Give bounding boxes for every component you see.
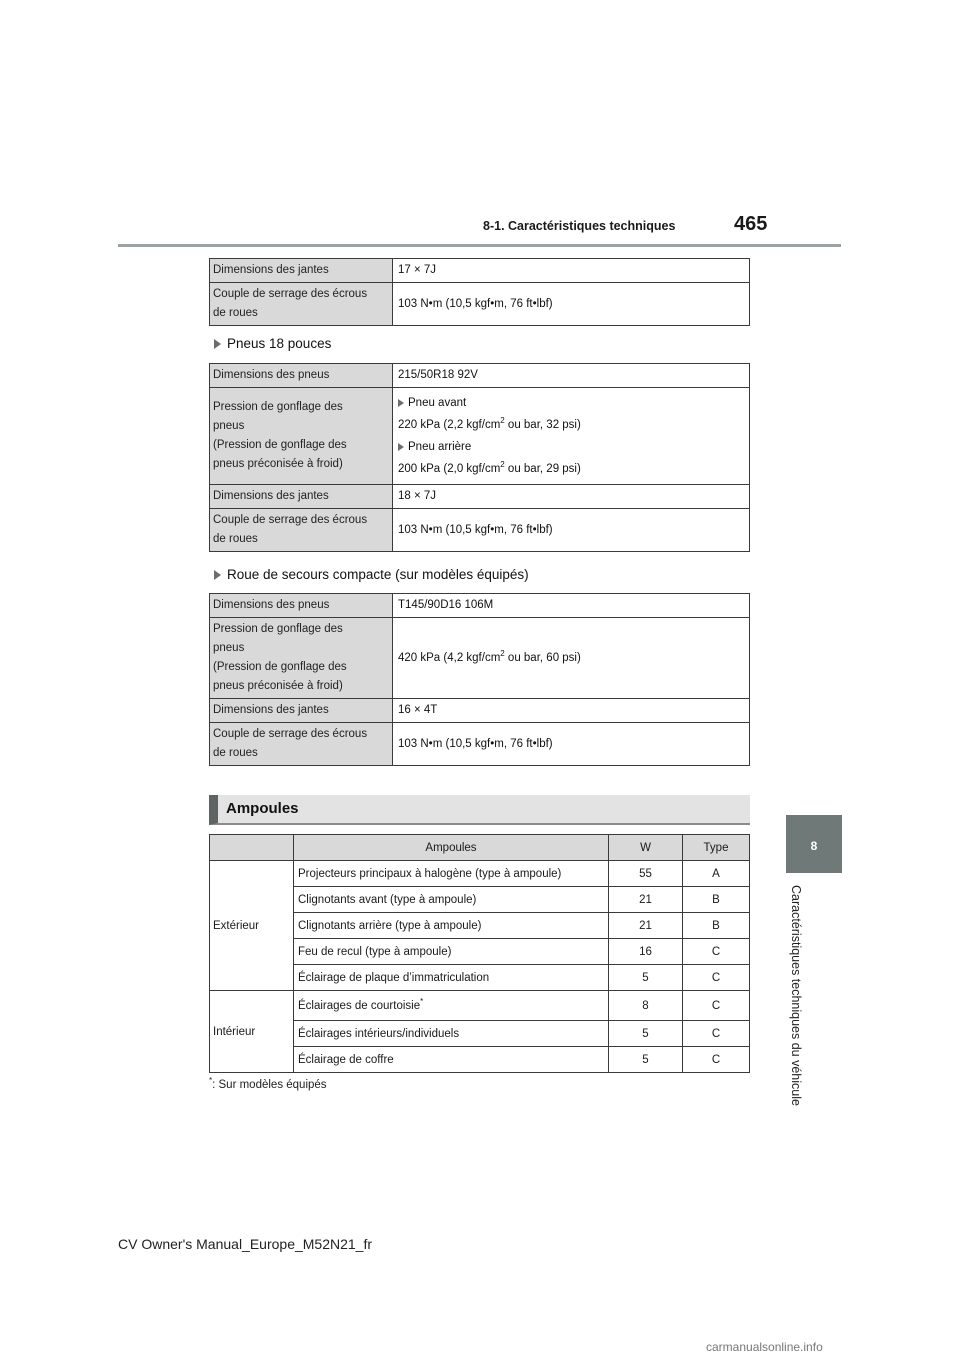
tires-18-table — [209, 363, 750, 552]
bulb-name: Éclairage de coffre — [294, 1047, 609, 1073]
rim-spec-table-17 — [209, 258, 750, 326]
spec-label: Dimensions des pneus — [210, 364, 393, 388]
spec-label: Dimensions des jantes — [210, 699, 393, 723]
bulb-wattage: 21 — [609, 913, 683, 939]
spec-value: T145/90D16 106M — [393, 594, 750, 618]
pressure-text: ou bar, 60 psi) — [504, 651, 581, 664]
section-heading: Ampoules — [226, 800, 299, 817]
chapter-tab[interactable] — [786, 815, 842, 873]
spec-label — [210, 509, 393, 552]
table-header-row — [210, 835, 750, 861]
heading-text: Pneus 18 pouces — [227, 336, 332, 351]
page-number: 465 — [734, 213, 768, 235]
bulb-type: B — [683, 887, 750, 913]
section-title: 8-1. Caractéristiques techniques — [483, 219, 676, 233]
spare-wheel-table — [209, 593, 750, 766]
footnote — [209, 1076, 327, 1091]
pressure-text: 200 kPa (2,0 kgf/cm — [398, 463, 501, 475]
triangle-bullet-icon — [214, 570, 221, 580]
header-cell-bulbs: Ampoules — [294, 835, 609, 861]
table-row — [210, 388, 750, 485]
spec-label — [210, 723, 393, 766]
table-row — [210, 509, 750, 552]
spec-value: 16 × 4T — [393, 699, 750, 723]
spec-label — [210, 618, 393, 699]
bulb-name — [294, 991, 609, 1021]
table-row — [210, 618, 750, 699]
rear-tire-title — [398, 436, 744, 458]
spec-value: 17 × 7J — [393, 259, 750, 283]
spec-label: Dimensions des pneus — [210, 594, 393, 618]
spec-value — [393, 618, 750, 699]
table-row — [210, 723, 750, 766]
spec-label-line: Pression de gonflage des — [213, 401, 343, 413]
bulb-name: Éclairage de plaque d’immatriculation — [294, 965, 609, 991]
spare-wheel-heading — [214, 567, 529, 582]
header-cell-type: Type — [683, 835, 750, 861]
group-label-exterior: Extérieur — [210, 861, 294, 991]
bulb-wattage: 5 — [609, 1047, 683, 1073]
spec-value: 215/50R18 92V — [393, 364, 750, 388]
spec-label — [210, 388, 393, 485]
bulb-wattage: 8 — [609, 991, 683, 1021]
rear-tire-pressure — [398, 458, 744, 480]
spec-label-line: (Pression de gonflage des — [213, 661, 347, 673]
bulb-name: Clignotants avant (type à ampoule) — [294, 887, 609, 913]
section-header-bulbs — [209, 795, 750, 825]
bulb-type: C — [683, 939, 750, 965]
pressure-text: 220 kPa (2,2 kgf/cm — [398, 419, 501, 431]
table-row — [210, 861, 750, 887]
bulb-name: Feu de recul (type à ampoule) — [294, 939, 609, 965]
table-row — [210, 485, 750, 509]
bulb-type: C — [683, 991, 750, 1021]
spec-label-line: de roues — [213, 533, 258, 545]
bulb-wattage: 21 — [609, 887, 683, 913]
pressure-text: ou bar, 32 psi) — [504, 419, 581, 431]
triangle-bullet-icon — [398, 443, 404, 451]
bulb-type: C — [683, 1047, 750, 1073]
bulb-wattage: 55 — [609, 861, 683, 887]
spec-value: 103 N•m (10,5 kgf•m, 76 ft•lbf) — [393, 723, 750, 766]
footnote-text: : Sur modèles équipés — [212, 1079, 327, 1091]
spec-label — [210, 283, 393, 326]
spec-label-line: pneus préconisée à froid) — [213, 458, 343, 470]
table-row — [210, 594, 750, 618]
spec-label-line: (Pression de gonflage des — [213, 439, 347, 451]
spec-label-line: Couple de serrage des écrous — [213, 514, 368, 526]
superscript: 2 — [500, 648, 505, 658]
table-row — [210, 259, 750, 283]
bulb-wattage: 5 — [609, 1021, 683, 1047]
table-row — [210, 699, 750, 723]
pressure-text: 420 kPa (4,2 kgf/cm — [398, 651, 501, 664]
table-row — [210, 364, 750, 388]
spec-label-line: de roues — [213, 747, 258, 759]
chapter-title-text: Caractéristiques techniques du véhicule — [789, 885, 803, 1106]
bulb-name: Éclairages intérieurs/individuels — [294, 1021, 609, 1047]
chapter-number: 8 — [810, 839, 818, 853]
spec-label-line: pneus préconisée à froid) — [213, 680, 343, 692]
rear-tire-title-text: Pneu arrière — [408, 441, 472, 453]
header-cell-w: W — [609, 835, 683, 861]
triangle-bullet-icon — [398, 399, 404, 407]
chapter-side-title — [779, 885, 813, 1121]
spec-value — [393, 388, 750, 485]
bulb-type: C — [683, 965, 750, 991]
header-divider — [118, 244, 841, 247]
spec-label-line: pneus — [213, 642, 245, 654]
spec-label: Dimensions des jantes — [210, 485, 393, 509]
heading-text: Roue de secours compacte (sur modèles équipés) — [227, 567, 529, 582]
bulb-wattage: 16 — [609, 939, 683, 965]
tires-18-heading — [214, 336, 331, 351]
superscript: 2 — [500, 416, 505, 426]
bulb-name: Projecteurs principaux à halogène (type à ampoule) — [294, 861, 609, 887]
spec-value: 103 N•m (10,5 kgf•m, 76 ft•lbf) — [393, 283, 750, 326]
spec-label: Dimensions des jantes — [210, 259, 393, 283]
bulb-type: B — [683, 913, 750, 939]
front-tire-pressure — [398, 414, 744, 436]
spec-value: 103 N•m (10,5 kgf•m, 76 ft•lbf) — [393, 509, 750, 552]
footnote-mark: * — [209, 1076, 213, 1086]
table-row — [210, 283, 750, 326]
spec-label-line: Pression de gonflage des — [213, 623, 343, 635]
spec-label-line: pneus — [213, 420, 245, 432]
footer-document-id: CV Owner's Manual_Europe_M52N21_fr — [118, 1236, 373, 1252]
spec-value: 18 × 7J — [393, 485, 750, 509]
front-tire-title-text: Pneu avant — [408, 397, 467, 409]
spec-label-line: Couple de serrage des écrous — [213, 288, 368, 300]
watermark: carmanualsonline.info — [706, 1340, 823, 1354]
bulb-type: C — [683, 1021, 750, 1047]
triangle-bullet-icon — [214, 339, 221, 349]
superscript: 2 — [500, 460, 505, 470]
spec-label-line: de roues — [213, 307, 258, 319]
table-row — [210, 991, 750, 1021]
footnote-mark: * — [420, 996, 424, 1006]
front-tire-title — [398, 392, 744, 414]
bulb-name-text: Éclairages de courtoisie — [298, 999, 421, 1012]
bulbs-table — [209, 834, 750, 1073]
group-label-interior: Intérieur — [210, 991, 294, 1073]
pressure-text: ou bar, 29 psi) — [504, 463, 581, 475]
header-cell-empty — [210, 835, 294, 861]
bulb-type: A — [683, 861, 750, 887]
spec-label-line: Couple de serrage des écrous — [213, 728, 368, 740]
bulb-name: Clignotants arrière (type à ampoule) — [294, 913, 609, 939]
bulb-wattage: 5 — [609, 965, 683, 991]
